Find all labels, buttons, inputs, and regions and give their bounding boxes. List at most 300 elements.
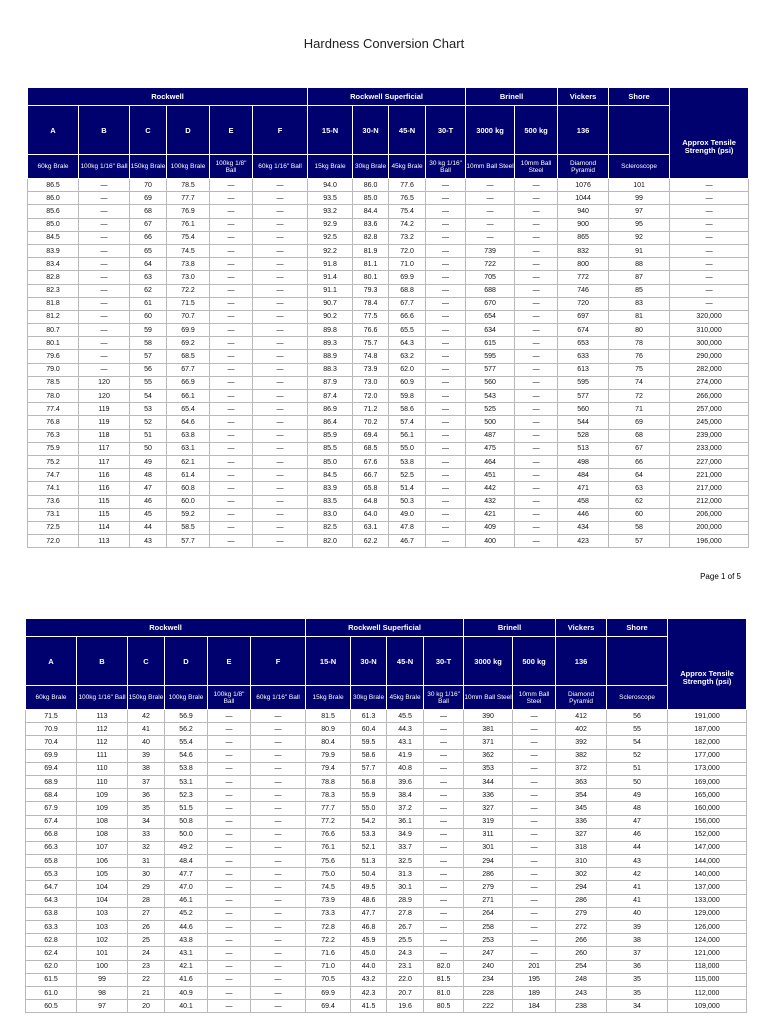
table-cell: 37.2	[387, 802, 424, 815]
table-cell: 69	[130, 192, 167, 205]
table-cell: 169,000	[668, 775, 747, 788]
table-cell: 129,000	[668, 907, 747, 920]
table-cell: 423	[558, 535, 609, 548]
table-cell: 101	[609, 179, 670, 192]
table-cell: —	[251, 828, 306, 841]
table-cell: —	[251, 789, 306, 802]
table-cell: —	[79, 284, 130, 297]
table-cell: —	[253, 179, 308, 192]
table-cell: 72.2	[167, 284, 210, 297]
table-cell: 91.1	[308, 284, 353, 297]
table-cell: 68	[609, 429, 670, 442]
scale-header: 500 kg	[515, 106, 558, 155]
scale-header: 15-N	[306, 637, 351, 686]
table-cell: 286	[556, 894, 607, 907]
table-cell: 81.0	[424, 986, 464, 999]
table-cell: —	[253, 416, 308, 429]
table-cell: —	[253, 429, 308, 442]
table-cell: —	[210, 192, 253, 205]
table-cell: 294	[464, 855, 513, 868]
table-cell: 86.5	[28, 179, 79, 192]
table-cell: 61.0	[26, 986, 77, 999]
table-row	[26, 907, 747, 920]
table-cell: 62	[609, 495, 670, 508]
table-row	[26, 749, 747, 762]
table-cell: 196,000	[670, 535, 749, 548]
table-cell: —	[426, 495, 466, 508]
table-cell: —	[208, 894, 251, 907]
table-cell: 44	[607, 841, 668, 854]
table-cell: 58	[130, 337, 167, 350]
table-cell: —	[424, 881, 464, 894]
table-cell: —	[466, 231, 515, 244]
table-cell: 354	[556, 789, 607, 802]
table-row	[28, 284, 749, 297]
table-cell: 266	[556, 934, 607, 947]
table-cell: 434	[558, 521, 609, 534]
table-cell: —	[210, 284, 253, 297]
table-cell: —	[424, 934, 464, 947]
table-cell: 81.8	[28, 297, 79, 310]
table-cell: 92.2	[308, 244, 353, 257]
table-cell: 62.0	[26, 960, 77, 973]
table-cell: 137,000	[668, 881, 747, 894]
table-row	[28, 535, 749, 548]
table-cell: 84.4	[353, 205, 389, 218]
table-cell: —	[515, 179, 558, 192]
table-cell: 85.9	[308, 429, 353, 442]
table-cell: 65.3	[26, 868, 77, 881]
table-cell: 111	[77, 749, 128, 762]
table-cell: 182,000	[668, 736, 747, 749]
table-cell: —	[251, 947, 306, 960]
table-cell: 61.3	[351, 710, 387, 723]
table-cell: 409	[466, 521, 515, 534]
table-cell: —	[251, 855, 306, 868]
table-cell: 66.6	[389, 310, 426, 323]
table-cell: 400	[466, 535, 515, 548]
table-cell: 40.8	[387, 762, 424, 775]
table-cell: 63	[609, 482, 670, 495]
table-cell: 865	[558, 231, 609, 244]
table-cell: —	[208, 841, 251, 854]
scale-detail-header: 60kg 1/16" Ball	[251, 686, 306, 710]
table-cell: 674	[558, 324, 609, 337]
table-cell: 195	[513, 973, 556, 986]
table-cell: 64.8	[353, 495, 389, 508]
table-cell: 106	[77, 855, 128, 868]
table-cell: —	[251, 749, 306, 762]
table-cell: 19.6	[387, 1000, 424, 1013]
table-row	[28, 192, 749, 205]
table-cell: 53	[130, 403, 167, 416]
table-cell: —	[424, 921, 464, 934]
table-cell: —	[208, 934, 251, 947]
table-cell: 615	[466, 337, 515, 350]
table-cell: —	[424, 789, 464, 802]
scale-header: A	[28, 106, 79, 155]
table-cell: 577	[558, 390, 609, 403]
table-cell: —	[210, 390, 253, 403]
table-cell: 24.3	[387, 947, 424, 960]
table-cell: 76	[609, 350, 670, 363]
table-cell: 120	[79, 376, 130, 389]
table-cell: 75.7	[353, 337, 389, 350]
group-header-rockwell: Rockwell	[28, 88, 308, 106]
table-cell: —	[515, 535, 558, 548]
table-cell: 73.6	[28, 495, 79, 508]
table-cell: —	[513, 855, 556, 868]
table-cell: —	[253, 482, 308, 495]
table-cell: 69.4	[306, 1000, 351, 1013]
table-cell: 133,000	[668, 894, 747, 907]
table-cell: 80.7	[28, 324, 79, 337]
table-cell: —	[253, 455, 308, 468]
table-cell: 86.9	[308, 403, 353, 416]
table-cell: 41	[128, 723, 165, 736]
table-cell: —	[426, 535, 466, 548]
table-cell: 30.1	[387, 881, 424, 894]
scale-detail-header: 30kg Brale	[351, 686, 387, 710]
scale-header-blank	[609, 106, 670, 155]
table-cell: 56	[130, 363, 167, 376]
table-cell: 71.5	[26, 710, 77, 723]
table-cell: —	[515, 218, 558, 231]
table-cell: 109	[77, 789, 128, 802]
table-cell: 67	[130, 218, 167, 231]
table-cell: 28	[128, 894, 165, 907]
table-cell: 79.6	[28, 350, 79, 363]
table-cell: —	[515, 482, 558, 495]
table-cell: 336	[464, 789, 513, 802]
table-cell: 48.6	[351, 894, 387, 907]
table-cell: —	[208, 762, 251, 775]
scale-header: 136	[558, 106, 609, 155]
scale-detail-header: 10mm Ball Steel	[513, 686, 556, 710]
table-cell: —	[670, 244, 749, 257]
table-cell: —	[210, 455, 253, 468]
table-row	[26, 710, 747, 723]
table-cell: 705	[466, 271, 515, 284]
table-cell: 65	[130, 244, 167, 257]
table-cell: 45.0	[351, 947, 387, 960]
table-cell: 245,000	[670, 416, 749, 429]
table-row	[28, 482, 749, 495]
table-cell: 74.8	[353, 350, 389, 363]
table-cell: 44.0	[351, 960, 387, 973]
group-header-shore: Shore	[609, 88, 670, 106]
table-cell: 63	[130, 271, 167, 284]
table-cell: 67.7	[389, 297, 426, 310]
table-cell: 62.0	[389, 363, 426, 376]
table-row	[26, 828, 747, 841]
table-cell: 238	[556, 1000, 607, 1013]
table-cell: 73.1	[28, 508, 79, 521]
table-cell: 187,000	[668, 723, 747, 736]
table-cell: 900	[558, 218, 609, 231]
table-row	[28, 403, 749, 416]
table-cell: 160,000	[668, 802, 747, 815]
table-cell: 67.6	[353, 455, 389, 468]
table-cell: —	[424, 828, 464, 841]
table-cell: 54	[607, 736, 668, 749]
table-cell: 121,000	[668, 947, 747, 960]
table-cell: 464	[466, 455, 515, 468]
table-cell: 290,000	[670, 350, 749, 363]
table-cell: —	[210, 508, 253, 521]
table-cell: 70.5	[306, 973, 351, 986]
table-cell: 77.5	[353, 310, 389, 323]
table-cell: —	[424, 775, 464, 788]
table-cell: —	[513, 868, 556, 881]
table-cell: 60.4	[351, 723, 387, 736]
table-cell: 112,000	[668, 986, 747, 999]
table-cell: 108	[77, 828, 128, 841]
table-cell: 319	[464, 815, 513, 828]
scale-detail-header: 45kg Brale	[389, 155, 426, 179]
table-cell: —	[79, 244, 130, 257]
scale-header: 45-N	[389, 106, 426, 155]
table-cell: 62.1	[167, 455, 210, 468]
table-cell: —	[466, 192, 515, 205]
table-cell: 85.0	[353, 192, 389, 205]
table-cell: —	[251, 881, 306, 894]
scale-detail-header: 100kg 1/8" Ball	[208, 686, 251, 710]
scale-detail-header: 15kg Brale	[306, 686, 351, 710]
table-cell: 47.8	[389, 521, 426, 534]
scale-detail-header: 150kg Brale	[128, 686, 165, 710]
table-cell: —	[424, 907, 464, 920]
scale-detail-header: Diamond Pyramid	[556, 686, 607, 710]
group-header-brinell: Brinell	[466, 88, 558, 106]
table-cell: 73.0	[353, 376, 389, 389]
table-row	[28, 376, 749, 389]
table-cell: 68.5	[167, 350, 210, 363]
table-cell: 81.5	[306, 710, 351, 723]
table-cell: 311	[464, 828, 513, 841]
table-cell: —	[426, 284, 466, 297]
table-cell: —	[251, 762, 306, 775]
table-cell: 266,000	[670, 390, 749, 403]
table-cell: 69.4	[26, 762, 77, 775]
table-cell: 451	[466, 469, 515, 482]
scale-detail-header: 30kg Brale	[353, 155, 389, 179]
table-cell: 65.5	[389, 324, 426, 337]
table-cell: —	[426, 442, 466, 455]
table-cell: —	[426, 205, 466, 218]
table-cell: —	[253, 376, 308, 389]
table-cell: 20	[128, 1000, 165, 1013]
table-cell: —	[210, 205, 253, 218]
table-cell: —	[210, 429, 253, 442]
table-cell: —	[251, 894, 306, 907]
table-row	[28, 337, 749, 350]
table-cell: 110	[77, 762, 128, 775]
table-cell: —	[251, 973, 306, 986]
table-cell: 294	[556, 881, 607, 894]
table-cell: 45	[130, 508, 167, 521]
table-cell: —	[466, 218, 515, 231]
table-cell: 79.3	[353, 284, 389, 297]
table-cell: 471	[558, 482, 609, 495]
table-cell: 353	[464, 762, 513, 775]
scale-detail-header: 15kg Brale	[308, 155, 353, 179]
table-cell: 344	[464, 775, 513, 788]
table-cell: 92.9	[308, 218, 353, 231]
table-cell: 59.5	[351, 736, 387, 749]
table-cell: —	[426, 416, 466, 429]
table-cell: 52	[607, 749, 668, 762]
table-cell: 76.6	[306, 828, 351, 841]
table-cell: 51.3	[351, 855, 387, 868]
table-cell: 41.9	[387, 749, 424, 762]
table-cell: 56.1	[389, 429, 426, 442]
table-row	[26, 723, 747, 736]
table-cell: —	[79, 231, 130, 244]
table-cell: 61.5	[26, 973, 77, 986]
table-cell: —	[210, 297, 253, 310]
table-row	[28, 363, 749, 376]
table-cell: 83.9	[28, 244, 79, 257]
table-cell: 103	[77, 907, 128, 920]
group-header-rockwell: Rockwell	[26, 619, 306, 637]
table-cell: 722	[466, 258, 515, 271]
table-cell: 670	[466, 297, 515, 310]
scale-header: 30-N	[351, 637, 387, 686]
scale-detail-header: 10mm Ball Steel	[464, 686, 513, 710]
table-cell: 40	[607, 907, 668, 920]
table-cell: 217,000	[670, 482, 749, 495]
scale-header: 30-N	[353, 106, 389, 155]
table-cell: 382	[556, 749, 607, 762]
table-cell: 28.9	[387, 894, 424, 907]
table-cell: 43	[607, 855, 668, 868]
table-cell: 44.6	[165, 921, 208, 934]
table-cell: 34	[128, 815, 165, 828]
table-row	[26, 762, 747, 775]
table-cell: 49.5	[351, 881, 387, 894]
table-cell: —	[251, 986, 306, 999]
table-cell: —	[515, 508, 558, 521]
table-cell: 65.4	[167, 403, 210, 416]
table-cell: 51	[607, 762, 668, 775]
table-cell: 402	[556, 723, 607, 736]
table-cell: —	[426, 337, 466, 350]
table-cell: 82.0	[308, 535, 353, 548]
table-row	[26, 973, 747, 986]
table-cell: 72.8	[306, 921, 351, 934]
scale-header: 3000 kg	[464, 637, 513, 686]
table-cell: 560	[558, 403, 609, 416]
table-cell: 44.3	[387, 723, 424, 736]
table-cell: 85.6	[28, 205, 79, 218]
table-cell: 73.0	[167, 271, 210, 284]
table-cell: —	[210, 337, 253, 350]
table-cell: 64	[130, 258, 167, 271]
table-cell: 76.1	[167, 218, 210, 231]
table-cell: 221,000	[670, 469, 749, 482]
table-cell: —	[513, 894, 556, 907]
group-header-brinell: Brinell	[464, 619, 556, 637]
table-cell: 39.6	[387, 775, 424, 788]
table-cell: 173,000	[668, 762, 747, 775]
table-cell: 56	[607, 710, 668, 723]
table-cell: 68.9	[26, 775, 77, 788]
table-cell: —	[253, 324, 308, 337]
table-cell: 73.9	[353, 363, 389, 376]
table-cell: 67.4	[26, 815, 77, 828]
table-cell: —	[670, 192, 749, 205]
table-cell: 34	[607, 1000, 668, 1013]
table-cell: 40.9	[165, 986, 208, 999]
table-cell: —	[208, 855, 251, 868]
table-cell: 432	[466, 495, 515, 508]
table-cell: 72	[609, 390, 670, 403]
table-cell: 74.5	[306, 881, 351, 894]
table-cell: 120	[79, 390, 130, 403]
table-cell: —	[251, 934, 306, 947]
table-cell: 109,000	[668, 1000, 747, 1013]
table-cell: 412	[556, 710, 607, 723]
table-cell: 233,000	[670, 442, 749, 455]
table-cell: —	[253, 508, 308, 521]
table-cell: 52.1	[351, 841, 387, 854]
table-cell: 82.5	[308, 521, 353, 534]
table-cell: 80.9	[306, 723, 351, 736]
table-cell: 83.0	[308, 508, 353, 521]
table-cell: —	[515, 469, 558, 482]
table-cell: 69.9	[26, 749, 77, 762]
table-cell: —	[426, 403, 466, 416]
table-row	[26, 921, 747, 934]
table-cell: 147,000	[668, 841, 747, 854]
table-cell: —	[670, 297, 749, 310]
table-cell: 63.2	[389, 350, 426, 363]
scale-detail-header: 10mm Ball Steel	[515, 155, 558, 179]
group-header-rockwell-superficial: Rockwell Superficial	[308, 88, 466, 106]
table-cell: —	[515, 324, 558, 337]
table-cell: 633	[558, 350, 609, 363]
table-cell: 43.2	[351, 973, 387, 986]
scale-detail-header: 100kg 1/16" Ball	[77, 686, 128, 710]
table-cell: 87	[609, 271, 670, 284]
table-cell: 90.7	[308, 297, 353, 310]
table-cell: 54.2	[351, 815, 387, 828]
table-cell: —	[515, 429, 558, 442]
table-cell: 88	[609, 258, 670, 271]
table-cell: —	[515, 403, 558, 416]
table-cell: 487	[466, 429, 515, 442]
table-cell: 654	[466, 310, 515, 323]
table-row	[28, 390, 749, 403]
table-cell: —	[424, 736, 464, 749]
scale-detail-header: 60kg Brale	[28, 155, 79, 179]
table-cell: 74.2	[389, 218, 426, 231]
table-cell: 78.3	[306, 789, 351, 802]
table-cell: 49	[130, 455, 167, 468]
table-cell: 67.9	[26, 802, 77, 815]
table-row	[26, 960, 747, 973]
table-cell: 81.2	[28, 310, 79, 323]
table-cell: 99	[609, 192, 670, 205]
table-cell: 832	[558, 244, 609, 257]
table-cell: 78.5	[28, 376, 79, 389]
table-cell: 70	[130, 179, 167, 192]
table-cell: 43	[130, 535, 167, 548]
table-cell: 78.8	[306, 775, 351, 788]
table-cell: —	[515, 231, 558, 244]
table-cell: 38	[607, 934, 668, 947]
